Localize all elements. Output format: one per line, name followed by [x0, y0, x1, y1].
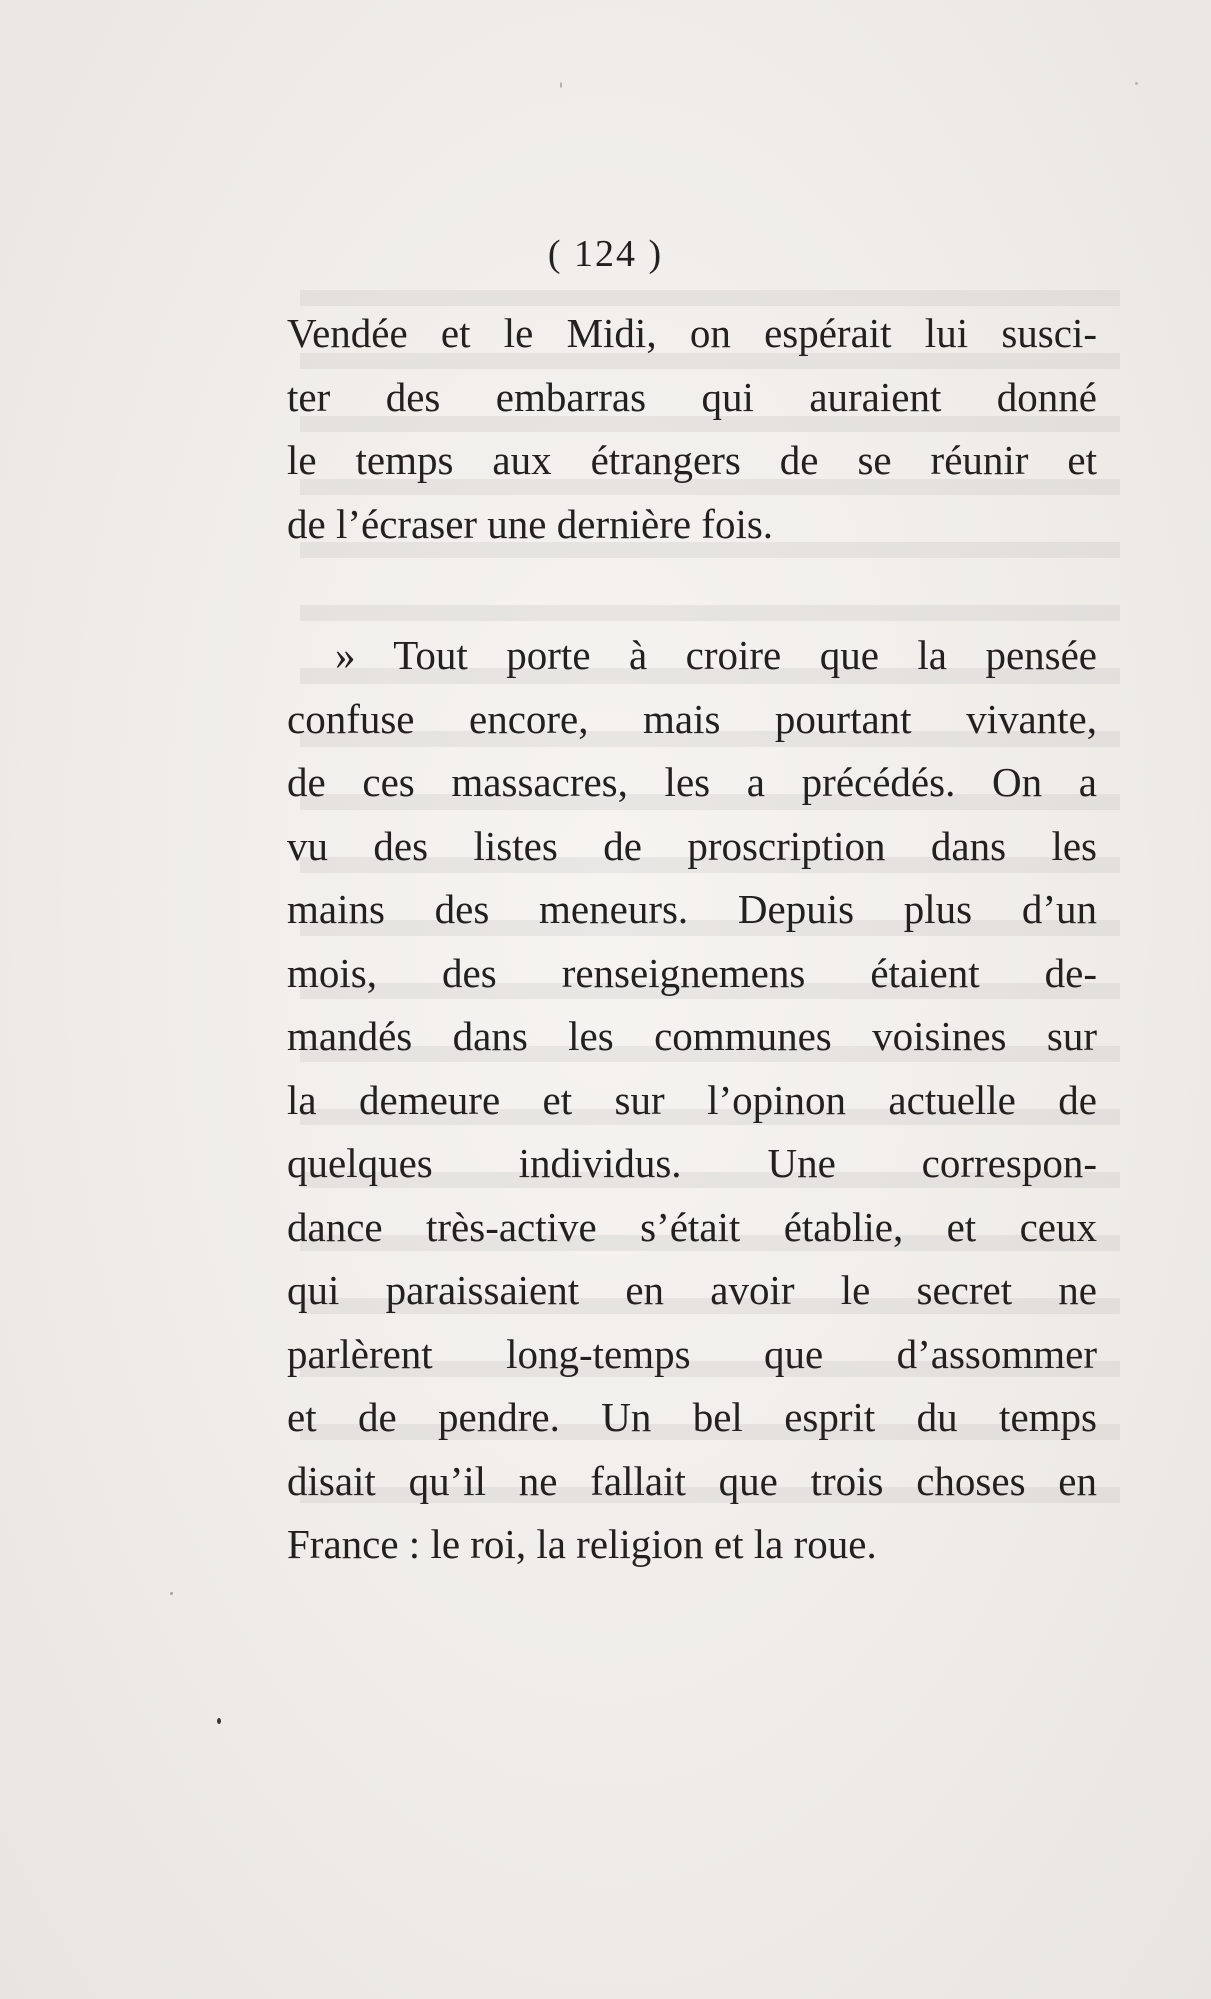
text-line: France : le roi, la religion et la roue. [287, 1521, 877, 1567]
text-line: dance très-active s’était établie, et ceux [287, 1203, 1097, 1250]
text-line: confuse encore, mais pourtant vivante, [287, 695, 1097, 742]
text-line: qui paraissaient en avoir le secret ne [287, 1267, 1097, 1313]
text-line: de l’écraser une dernière fois. [287, 500, 774, 547]
text-line: mains des meneurs. Depuis plus d’un [287, 886, 1097, 932]
text-line: vu des listes de proscription dans les [287, 822, 1097, 869]
text-line: de ces massacres, les a précédés. On a [287, 759, 1097, 805]
text-line: quelques individus. Une correspon- [287, 1140, 1097, 1186]
text-line: mois, des renseignemens étaient de- [287, 949, 1097, 996]
paragraph-gap [287, 556, 1097, 624]
text-line: la demeure et sur l’opinon actuelle de [287, 1076, 1097, 1123]
text-line: disait qu’il ne fallait que trois choses en [287, 1457, 1097, 1504]
page-number: ( 124 ) [547, 233, 664, 275]
text-line: le temps aux étrangers de se réunir et [287, 437, 1097, 483]
paper-speck [170, 1592, 173, 1595]
paragraph-1 [287, 302, 1097, 556]
paper-speck [217, 1718, 221, 1724]
paper-speck [560, 82, 562, 88]
text-line: parlèrent long-temps que d’assommer [287, 1330, 1097, 1377]
text-line: mandés dans les communes voisines sur [287, 1013, 1097, 1059]
body-text [287, 302, 1097, 1577]
paragraph-2 [287, 624, 1097, 1577]
text-line: Vendée et le Midi, on espérait lui susci- [287, 310, 1097, 356]
text-line: ter des embarras qui auraient donné [287, 373, 1097, 420]
paper-speck [1135, 82, 1138, 85]
text-line: et de pendre. Un bel esprit du temps [287, 1394, 1097, 1440]
text-line: » Tout porte à croire que la pensée [335, 632, 1097, 678]
